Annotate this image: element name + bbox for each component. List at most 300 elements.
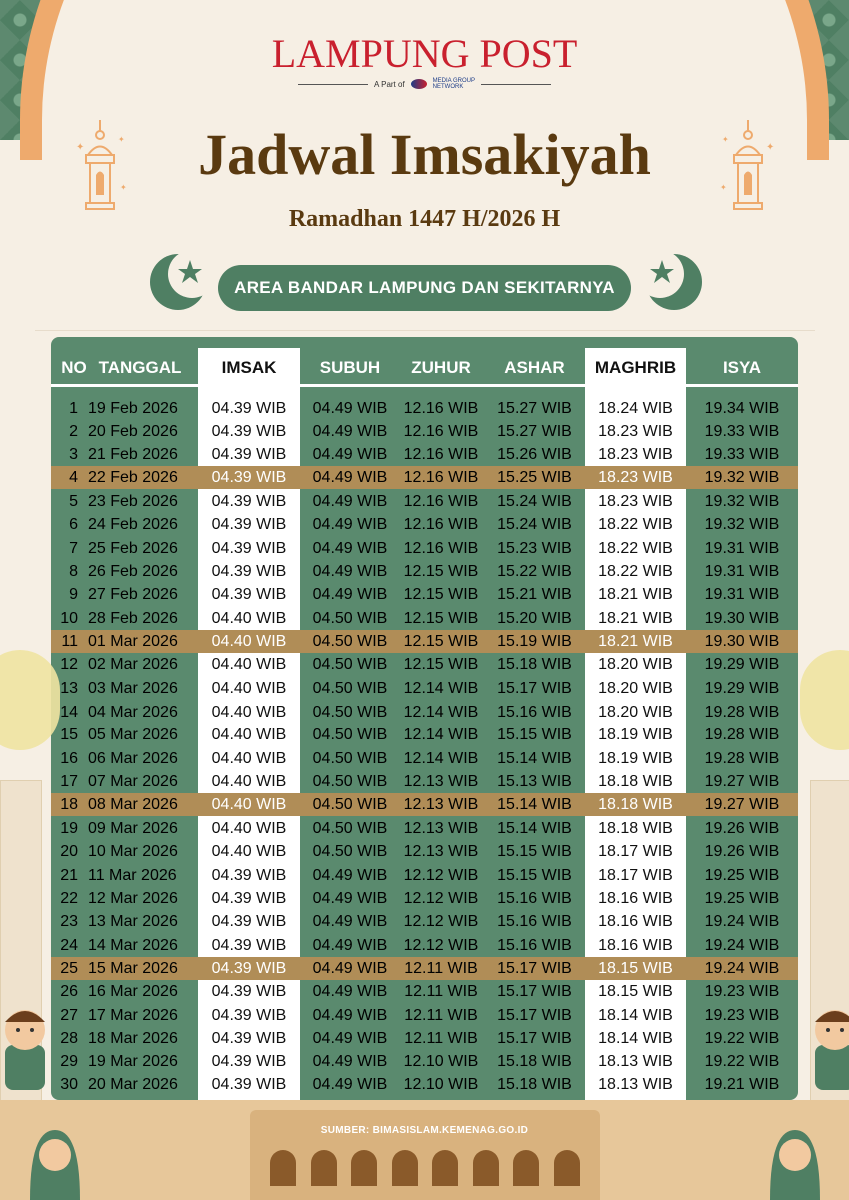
cell-date: 24 Feb 2026 — [88, 516, 178, 533]
arch-window — [432, 1150, 458, 1186]
cell-zuhur: 12.13 WIB — [403, 796, 479, 813]
cell-imsak: 04.39 WIB — [211, 516, 287, 533]
cell-ashar: 15.19 WIB — [497, 633, 572, 650]
arch-window — [473, 1150, 499, 1186]
cell-zuhur: 12.13 WIB — [403, 773, 479, 790]
table-row — [0, 1004, 849, 1027]
table-row — [0, 864, 849, 887]
cell-imsak: 04.39 WIB — [211, 1030, 287, 1047]
cell-subuh: 04.49 WIB — [312, 983, 388, 1000]
cell-date: 11 Mar 2026 — [88, 867, 177, 884]
cell-isya: 19.32 WIB — [704, 469, 780, 486]
cell-no: 23 — [60, 913, 78, 930]
cell-imsak: 04.39 WIB — [211, 586, 287, 603]
cell-no: 5 — [69, 493, 78, 510]
cell-no: 17 — [60, 773, 78, 790]
page-subtitle: Ramadhan 1447 H/2026 H — [288, 206, 561, 232]
cell-date: 07 Mar 2026 — [88, 773, 178, 790]
cell-date: 02 Mar 2026 — [88, 656, 178, 673]
svg-text:✦: ✦ — [118, 135, 125, 144]
cell-zuhur: 12.13 WIB — [403, 820, 479, 837]
cell-subuh: 04.49 WIB — [312, 446, 388, 463]
cell-imsak: 04.40 WIB — [211, 610, 287, 627]
cell-subuh: 04.50 WIB — [312, 656, 388, 673]
cell-subuh: 04.49 WIB — [312, 1076, 388, 1093]
cell-imsak: 04.40 WIB — [211, 633, 287, 650]
header-zuhur: ZUHUR — [411, 358, 471, 377]
cell-no: 22 — [60, 890, 78, 907]
cell-imsak: 04.40 WIB — [211, 820, 287, 837]
cell-isya: 19.32 WIB — [704, 516, 780, 533]
svg-text:✦: ✦ — [120, 183, 127, 192]
cell-no: 26 — [60, 983, 78, 1000]
cell-ashar: 15.21 WIB — [497, 586, 572, 603]
arch-window — [554, 1150, 580, 1186]
cell-isya: 19.26 WIB — [704, 820, 780, 837]
cell-imsak: 04.39 WIB — [211, 983, 287, 1000]
cell-maghrib: 18.21 WIB — [598, 610, 673, 627]
cell-subuh: 04.49 WIB — [312, 867, 388, 884]
table-row-highlighted — [0, 630, 849, 653]
cell-subuh: 04.50 WIB — [312, 796, 388, 813]
cell-subuh: 04.49 WIB — [312, 516, 388, 533]
network-name: MEDIA GROUP — [432, 78, 476, 84]
table-row — [0, 934, 849, 957]
cell-isya: 19.33 WIB — [704, 423, 780, 440]
cell-imsak: 04.39 WIB — [211, 867, 287, 884]
cell-maghrib: 18.24 WIB — [598, 400, 673, 417]
cell-date: 12 Mar 2026 — [88, 890, 178, 907]
header-imsak: IMSAK — [221, 358, 277, 377]
part-of-text: A Part of — [373, 79, 405, 89]
table-row — [0, 1073, 849, 1096]
table-row — [0, 701, 849, 724]
cell-zuhur: 12.14 WIB — [403, 726, 479, 743]
cell-isya: 19.29 WIB — [704, 680, 780, 697]
cell-imsak: 04.40 WIB — [211, 704, 287, 721]
cell-date: 28 Feb 2026 — [88, 610, 178, 627]
boy-character-icon — [0, 1000, 70, 1090]
cell-date: 27 Feb 2026 — [88, 586, 178, 603]
table-row — [0, 397, 849, 420]
cell-ashar: 15.14 WIB — [497, 796, 572, 813]
cell-maghrib: 18.13 WIB — [598, 1076, 673, 1093]
cell-no: 30 — [60, 1076, 78, 1093]
cell-ashar: 15.16 WIB — [497, 890, 572, 907]
table-row — [0, 770, 849, 793]
cell-imsak: 04.40 WIB — [211, 796, 287, 813]
cell-maghrib: 18.22 WIB — [598, 540, 673, 557]
cell-subuh: 04.49 WIB — [312, 563, 388, 580]
cell-maghrib: 18.23 WIB — [598, 469, 673, 486]
cell-no: 6 — [69, 516, 78, 533]
cell-maghrib: 18.16 WIB — [598, 937, 673, 954]
table-row — [0, 537, 849, 560]
table-row — [0, 887, 849, 910]
cell-zuhur: 12.12 WIB — [403, 937, 479, 954]
cell-zuhur: 12.12 WIB — [403, 913, 479, 930]
cell-no: 10 — [60, 610, 78, 627]
cell-subuh: 04.50 WIB — [312, 726, 388, 743]
cell-zuhur: 12.11 WIB — [404, 1030, 478, 1047]
cell-subuh: 04.49 WIB — [312, 423, 388, 440]
cell-isya: 19.21 WIB — [704, 1076, 780, 1093]
cell-ashar: 15.22 WIB — [497, 563, 572, 580]
cell-isya: 19.33 WIB — [704, 446, 780, 463]
cell-ashar: 15.17 WIB — [497, 680, 572, 697]
boy-character-icon — [790, 1000, 849, 1090]
brand-line-left — [298, 84, 368, 85]
cell-maghrib: 18.22 WIB — [598, 516, 673, 533]
cell-isya: 19.22 WIB — [704, 1030, 780, 1047]
cell-imsak: 04.40 WIB — [211, 750, 287, 767]
cell-no: 18 — [60, 796, 78, 813]
cell-no: 12 — [60, 656, 78, 673]
cell-zuhur: 12.15 WIB — [403, 586, 479, 603]
cell-zuhur: 12.16 WIB — [403, 516, 479, 533]
cell-ashar: 15.27 WIB — [497, 423, 572, 440]
cell-date: 03 Mar 2026 — [88, 680, 178, 697]
table-row — [0, 840, 849, 863]
cell-isya: 19.28 WIB — [704, 726, 780, 743]
cell-no: 28 — [60, 1030, 78, 1047]
cell-no: 27 — [60, 1007, 78, 1024]
table-row — [0, 723, 849, 746]
cell-no: 19 — [60, 820, 78, 837]
cell-isya: 19.29 WIB — [704, 656, 780, 673]
cell-date: 17 Mar 2026 — [88, 1007, 178, 1024]
cell-maghrib: 18.14 WIB — [598, 1007, 673, 1024]
cell-ashar: 15.24 WIB — [497, 493, 572, 510]
cell-isya: 19.28 WIB — [704, 704, 780, 721]
table-row — [0, 817, 849, 840]
cell-zuhur: 12.16 WIB — [403, 493, 479, 510]
cell-isya: 19.27 WIB — [704, 796, 780, 813]
cell-imsak: 04.40 WIB — [211, 680, 287, 697]
cell-imsak: 04.39 WIB — [211, 469, 287, 486]
cell-ashar: 15.20 WIB — [497, 610, 572, 627]
cell-date: 20 Mar 2026 — [88, 1076, 178, 1093]
cell-zuhur: 12.10 WIB — [403, 1076, 479, 1093]
cell-no: 25 — [60, 960, 78, 977]
cell-isya: 19.30 WIB — [704, 610, 780, 627]
cell-date: 06 Mar 2026 — [88, 750, 178, 767]
cell-subuh: 04.50 WIB — [312, 750, 388, 767]
cell-maghrib: 18.18 WIB — [598, 796, 673, 813]
cell-isya: 19.31 WIB — [704, 563, 780, 580]
arch-window — [270, 1150, 296, 1186]
cell-ashar: 15.16 WIB — [497, 913, 572, 930]
cell-imsak: 04.39 WIB — [211, 1076, 287, 1093]
girl-character-icon — [20, 1110, 90, 1200]
cell-ashar: 15.15 WIB — [497, 726, 572, 743]
cell-ashar: 15.14 WIB — [497, 750, 572, 767]
table-row — [0, 1050, 849, 1073]
cell-date: 23 Feb 2026 — [88, 493, 178, 510]
cell-no: 11 — [61, 633, 78, 650]
table-row — [0, 443, 849, 466]
cell-maghrib: 18.17 WIB — [598, 867, 673, 884]
cell-maghrib: 18.22 WIB — [598, 563, 673, 580]
table-row — [0, 607, 849, 630]
arch-window — [311, 1150, 337, 1186]
cell-no: 20 — [60, 843, 78, 860]
cell-subuh: 04.49 WIB — [312, 960, 388, 977]
cell-ashar: 15.13 WIB — [497, 773, 572, 790]
cell-isya: 19.24 WIB — [704, 960, 780, 977]
brand-header — [0, 30, 849, 90]
cell-date: 25 Feb 2026 — [88, 540, 178, 557]
cell-zuhur: 12.15 WIB — [403, 610, 479, 627]
cell-no: 29 — [60, 1053, 78, 1070]
cell-imsak: 04.40 WIB — [211, 773, 287, 790]
cell-ashar: 15.18 WIB — [497, 1076, 572, 1093]
cell-date: 09 Mar 2026 — [88, 820, 178, 837]
svg-text:✦: ✦ — [76, 142, 85, 153]
cell-subuh: 04.49 WIB — [312, 1030, 388, 1047]
svg-text:✦: ✦ — [720, 183, 727, 192]
arch-window — [351, 1150, 377, 1186]
cell-no: 4 — [69, 469, 78, 486]
cell-zuhur: 12.13 WIB — [403, 843, 479, 860]
cell-subuh: 04.50 WIB — [312, 633, 388, 650]
cell-no: 13 — [60, 680, 78, 697]
cell-isya: 19.23 WIB — [704, 1007, 780, 1024]
table-row-highlighted — [0, 466, 849, 489]
cell-zuhur: 12.16 WIB — [403, 540, 479, 557]
cell-isya: 19.31 WIB — [704, 586, 780, 603]
cell-ashar: 15.15 WIB — [497, 843, 572, 860]
cell-imsak: 04.39 WIB — [211, 493, 287, 510]
header-subuh: SUBUH — [319, 358, 381, 377]
cell-subuh: 04.49 WIB — [312, 586, 388, 603]
header-underline — [51, 384, 798, 387]
cell-zuhur: 12.16 WIB — [403, 400, 479, 417]
cell-isya: 19.24 WIB — [704, 937, 780, 954]
cell-date: 21 Feb 2026 — [88, 446, 178, 463]
girl-character-icon — [760, 1110, 830, 1200]
cell-zuhur: 12.16 WIB — [403, 423, 479, 440]
cell-maghrib: 18.21 WIB — [598, 586, 673, 603]
cell-subuh: 04.49 WIB — [312, 937, 388, 954]
page-title: Jadwal Imsakiyah — [198, 122, 651, 187]
cell-zuhur: 12.14 WIB — [403, 704, 479, 721]
cell-ashar: 15.17 WIB — [497, 1030, 572, 1047]
cell-subuh: 04.49 WIB — [312, 1007, 388, 1024]
cell-isya: 19.23 WIB — [704, 983, 780, 1000]
table-row-highlighted — [0, 793, 849, 816]
cell-subuh: 04.49 WIB — [312, 1053, 388, 1070]
table-row — [0, 747, 849, 770]
cell-imsak: 04.39 WIB — [211, 1053, 287, 1070]
divider — [35, 330, 815, 331]
cell-date: 14 Mar 2026 — [88, 937, 178, 954]
cell-ashar: 15.23 WIB — [497, 540, 572, 557]
cell-isya: 19.22 WIB — [704, 1053, 780, 1070]
cell-maghrib: 18.16 WIB — [598, 913, 673, 930]
cell-maghrib: 18.19 WIB — [598, 726, 673, 743]
cell-imsak: 04.39 WIB — [211, 540, 287, 557]
cell-zuhur: 12.12 WIB — [403, 867, 479, 884]
cell-subuh: 04.49 WIB — [312, 493, 388, 510]
cell-ashar: 15.25 WIB — [497, 469, 572, 486]
cell-date: 19 Mar 2026 — [88, 1053, 178, 1070]
cell-maghrib: 18.20 WIB — [598, 680, 673, 697]
cell-imsak: 04.40 WIB — [211, 656, 287, 673]
cell-ashar: 15.17 WIB — [497, 960, 572, 977]
cell-imsak: 04.39 WIB — [211, 423, 287, 440]
cell-date: 10 Mar 2026 — [88, 843, 178, 860]
cell-ashar: 15.17 WIB — [497, 983, 572, 1000]
header-no: NO — [61, 358, 87, 377]
cell-no: 14 — [60, 704, 78, 721]
cell-ashar: 15.15 WIB — [497, 867, 572, 884]
cell-ashar: 15.26 WIB — [497, 446, 572, 463]
header-isya: ISYA — [722, 358, 762, 377]
cell-maghrib: 18.20 WIB — [598, 656, 673, 673]
svg-text:✦: ✦ — [722, 135, 729, 144]
network-logo-icon — [411, 79, 427, 89]
cell-subuh: 04.50 WIB — [312, 773, 388, 790]
cell-isya: 19.25 WIB — [704, 867, 780, 884]
cell-maghrib: 18.18 WIB — [598, 773, 673, 790]
network-sub: NETWORK — [432, 84, 464, 90]
cell-date: 26 Feb 2026 — [88, 563, 178, 580]
cell-zuhur: 12.10 WIB — [403, 1053, 479, 1070]
cell-isya: 19.26 WIB — [704, 843, 780, 860]
cell-zuhur: 12.15 WIB — [403, 633, 479, 650]
cell-imsak: 04.39 WIB — [211, 913, 287, 930]
cell-imsak: 04.39 WIB — [211, 400, 287, 417]
header-ashar: ASHAR — [504, 358, 565, 377]
cell-ashar: 15.18 WIB — [497, 656, 572, 673]
cell-zuhur: 12.15 WIB — [403, 656, 479, 673]
cell-maghrib: 18.21 WIB — [598, 633, 673, 650]
brand-logo[interactable]: LAMPUNG POST — [271, 31, 578, 76]
cell-date: 05 Mar 2026 — [88, 726, 178, 743]
cell-zuhur: 12.15 WIB — [403, 563, 479, 580]
table-row — [0, 420, 849, 443]
cell-zuhur: 12.14 WIB — [403, 680, 479, 697]
cell-maghrib: 18.13 WIB — [598, 1053, 673, 1070]
cell-isya: 19.24 WIB — [704, 913, 780, 930]
arch-window — [513, 1150, 539, 1186]
cell-ashar: 15.18 WIB — [497, 1053, 572, 1070]
cell-imsak: 04.39 WIB — [211, 960, 287, 977]
cell-no: 1 — [69, 400, 78, 417]
cell-date: 18 Mar 2026 — [88, 1030, 178, 1047]
cell-date: 20 Feb 2026 — [88, 423, 178, 440]
cell-maghrib: 18.23 WIB — [598, 423, 673, 440]
table-row-highlighted — [0, 957, 849, 980]
cell-maghrib: 18.14 WIB — [598, 1030, 673, 1047]
cell-ashar: 15.16 WIB — [497, 704, 572, 721]
cell-isya: 19.28 WIB — [704, 750, 780, 767]
cell-subuh: 04.49 WIB — [312, 913, 388, 930]
cell-imsak: 04.39 WIB — [211, 563, 287, 580]
cell-maghrib: 18.23 WIB — [598, 493, 673, 510]
cell-subuh: 04.50 WIB — [312, 704, 388, 721]
cell-ashar: 15.16 WIB — [497, 937, 572, 954]
crescent-star-icon — [150, 252, 210, 312]
cell-ashar: 15.24 WIB — [497, 516, 572, 533]
network-text — [433, 78, 475, 90]
cell-date: 01 Mar 2026 — [88, 633, 178, 650]
cell-imsak: 04.39 WIB — [211, 890, 287, 907]
cell-zuhur: 12.11 WIB — [404, 983, 478, 1000]
mosque-arches-decoration — [270, 1150, 580, 1190]
cell-isya: 19.32 WIB — [704, 493, 780, 510]
cell-maghrib: 18.18 WIB — [598, 820, 673, 837]
brand-subline — [0, 78, 849, 90]
cell-no: 9 — [69, 586, 78, 603]
cell-maghrib: 18.16 WIB — [598, 890, 673, 907]
cell-ashar: 15.14 WIB — [497, 820, 572, 837]
area-label: AREA BANDAR LAMPUNG DAN SEKITARNYA — [218, 265, 631, 311]
table-row — [0, 910, 849, 933]
tree-decoration — [0, 650, 60, 750]
cell-imsak: 04.39 WIB — [211, 937, 287, 954]
table-row — [0, 513, 849, 536]
cell-date: 08 Mar 2026 — [88, 796, 178, 813]
header-tanggal: TANGGAL — [98, 358, 182, 377]
cell-date: 19 Feb 2026 — [88, 400, 178, 417]
cell-maghrib: 18.15 WIB — [598, 983, 673, 1000]
cell-no: 21 — [60, 867, 78, 884]
cell-zuhur: 12.14 WIB — [403, 750, 479, 767]
cell-imsak: 04.39 WIB — [211, 446, 287, 463]
crescent-star-icon — [642, 252, 702, 312]
cell-subuh: 04.50 WIB — [312, 820, 388, 837]
cell-subuh: 04.50 WIB — [312, 680, 388, 697]
table-row — [0, 677, 849, 700]
cell-no: 16 — [60, 750, 78, 767]
header-maghrib: MAGHRIB — [594, 358, 677, 377]
cell-isya: 19.27 WIB — [704, 773, 780, 790]
source-credit: SUMBER: BIMASISLAM.KEMENAG.GO.ID — [320, 1125, 529, 1136]
cell-no: 24 — [60, 937, 78, 954]
cell-imsak: 04.40 WIB — [211, 726, 287, 743]
arch-window — [392, 1150, 418, 1186]
table-row — [0, 583, 849, 606]
cell-no: 7 — [69, 540, 78, 557]
cell-date: 16 Mar 2026 — [88, 983, 178, 1000]
cell-ashar: 15.27 WIB — [497, 400, 572, 417]
table-row — [0, 1027, 849, 1050]
cell-subuh: 04.50 WIB — [312, 843, 388, 860]
cell-maghrib: 18.20 WIB — [598, 704, 673, 721]
cell-subuh: 04.49 WIB — [312, 540, 388, 557]
cell-maghrib: 18.19 WIB — [598, 750, 673, 767]
cell-subuh: 04.49 WIB — [312, 400, 388, 417]
cell-maghrib: 18.17 WIB — [598, 843, 673, 860]
table-row — [0, 653, 849, 676]
cell-ashar: 15.17 WIB — [497, 1007, 572, 1024]
cell-isya: 19.34 WIB — [704, 400, 780, 417]
cell-isya: 19.30 WIB — [704, 633, 780, 650]
cell-no: 8 — [69, 563, 78, 580]
cell-no: 15 — [60, 726, 78, 743]
cell-maghrib: 18.15 WIB — [598, 960, 673, 977]
cell-subuh: 04.49 WIB — [312, 890, 388, 907]
cell-date: 04 Mar 2026 — [88, 704, 178, 721]
cell-date: 15 Mar 2026 — [88, 960, 178, 977]
cell-imsak: 04.40 WIB — [211, 843, 287, 860]
table-row — [0, 980, 849, 1003]
cell-date: 22 Feb 2026 — [88, 469, 178, 486]
cell-subuh: 04.50 WIB — [312, 610, 388, 627]
table-header — [51, 350, 798, 386]
